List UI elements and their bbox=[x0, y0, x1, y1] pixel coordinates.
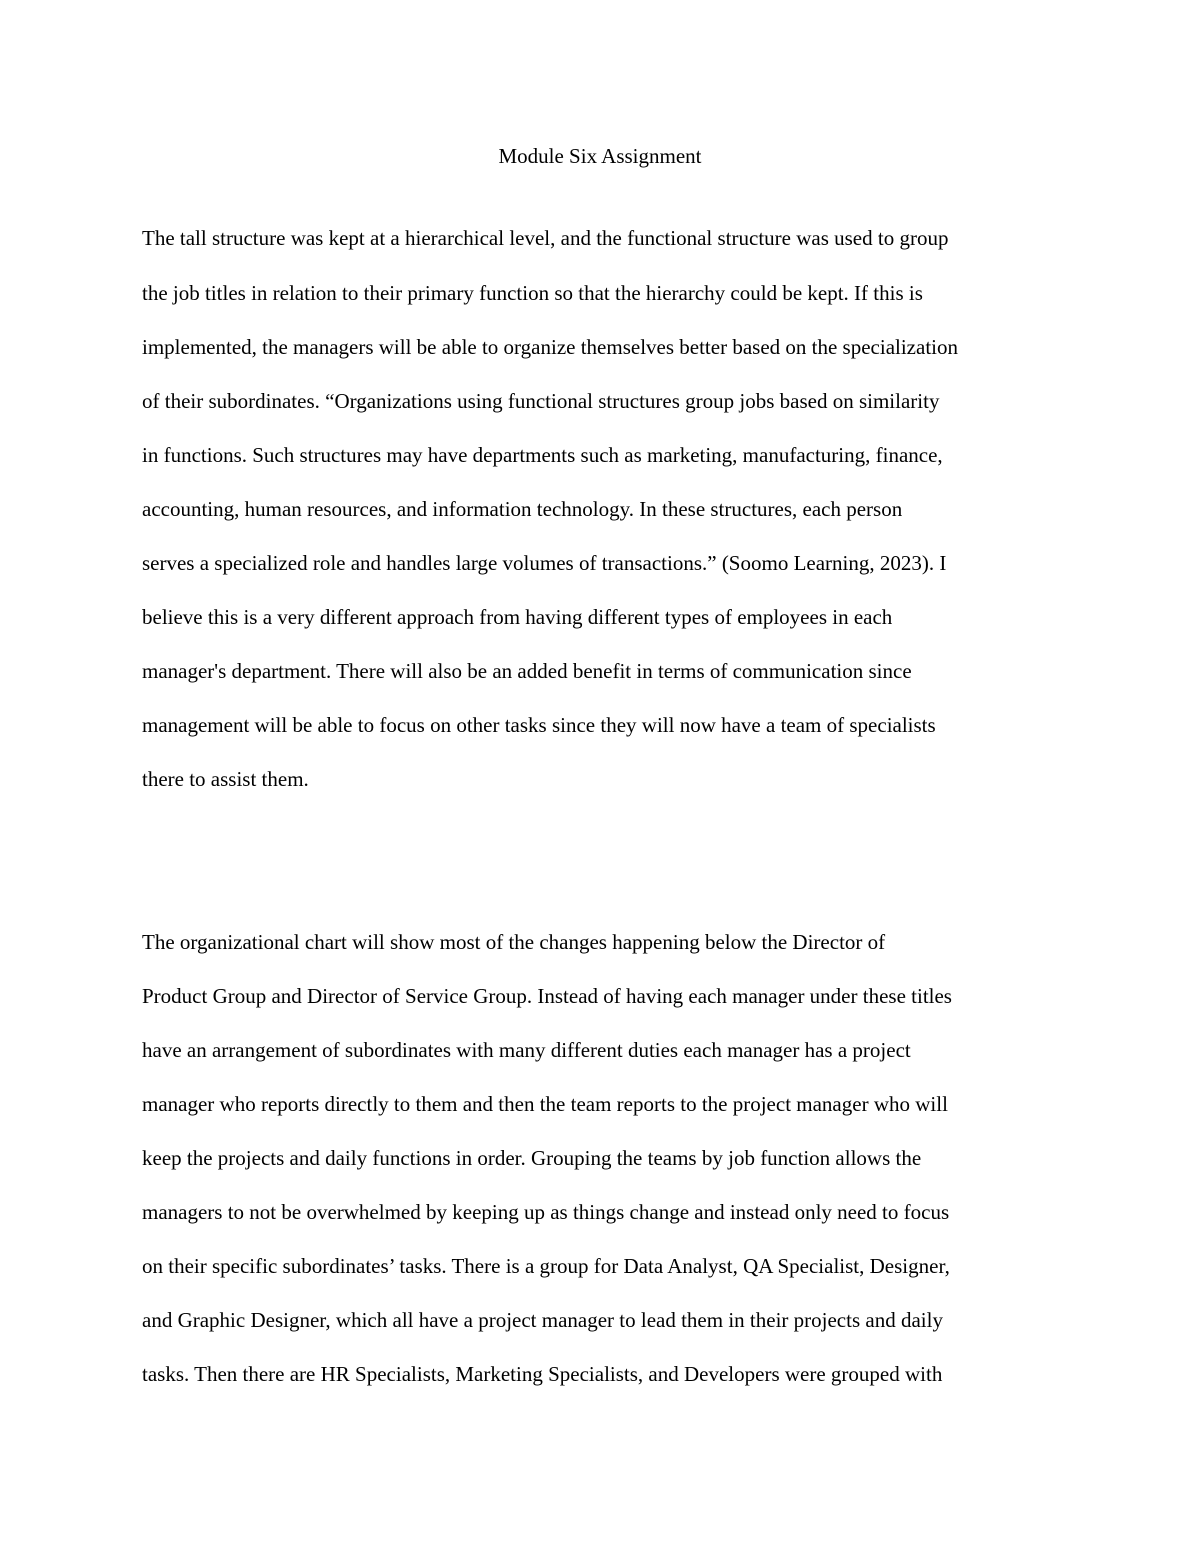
document-title: Module Six Assignment bbox=[498, 144, 702, 168]
paragraph-line: the job titles in relation to their primary function so that the hierarchy could be kept. If this is bbox=[142, 281, 923, 305]
paragraph-line: The tall structure was kept at a hierarchical level, and the functional structure was used to group bbox=[142, 226, 949, 250]
paragraph-line: manager's department. There will also be an added benefit in terms of communication since bbox=[142, 659, 912, 683]
paragraph-line: of their subordinates. “Organizations using functional structures group jobs based on similarity bbox=[142, 389, 940, 413]
paragraph-line: and Graphic Designer, which all have a project manager to lead them in their projects and daily bbox=[142, 1308, 943, 1332]
paragraph-line: manager who reports directly to them and then the team reports to the project manager who will bbox=[142, 1092, 948, 1116]
paragraph-line: implemented, the managers will be able to organize themselves better based on the specialization bbox=[142, 335, 958, 359]
paragraph-line: in functions. Such structures may have departments such as marketing, manufacturing, finance, bbox=[142, 443, 943, 467]
paragraph-line: accounting, human resources, and information technology. In these structures, each person bbox=[142, 497, 903, 521]
paragraph-line: serves a specialized role and handles large volumes of transactions.” (Soomo Learning, 2023). I bbox=[142, 551, 947, 575]
paragraph-line: on their specific subordinates’ tasks. There is a group for Data Analyst, QA Specialist, Designer, bbox=[142, 1254, 950, 1278]
paragraph-line: The organizational chart will show most of the changes happening below the Director of bbox=[142, 930, 886, 954]
paragraph-line: there to assist them. bbox=[142, 767, 309, 791]
paragraph-line: tasks. Then there are HR Specialists, Marketing Specialists, and Developers were grouped with bbox=[142, 1362, 943, 1386]
paragraph-line: believe this is a very different approach from having different types of employees in each bbox=[142, 605, 893, 629]
paragraph-line: Product Group and Director of Service Group. Instead of having each manager under these titles bbox=[142, 984, 952, 1008]
paragraph-line: management will be able to focus on other tasks since they will now have a team of specialists bbox=[142, 713, 936, 737]
paragraph-line: managers to not be overwhelmed by keeping up as things change and instead only need to focus bbox=[142, 1200, 950, 1224]
paragraph-line: have an arrangement of subordinates with many different duties each manager has a project bbox=[142, 1038, 911, 1062]
paragraph-line: keep the projects and daily functions in order. Grouping the teams by job function allows the bbox=[142, 1146, 922, 1170]
